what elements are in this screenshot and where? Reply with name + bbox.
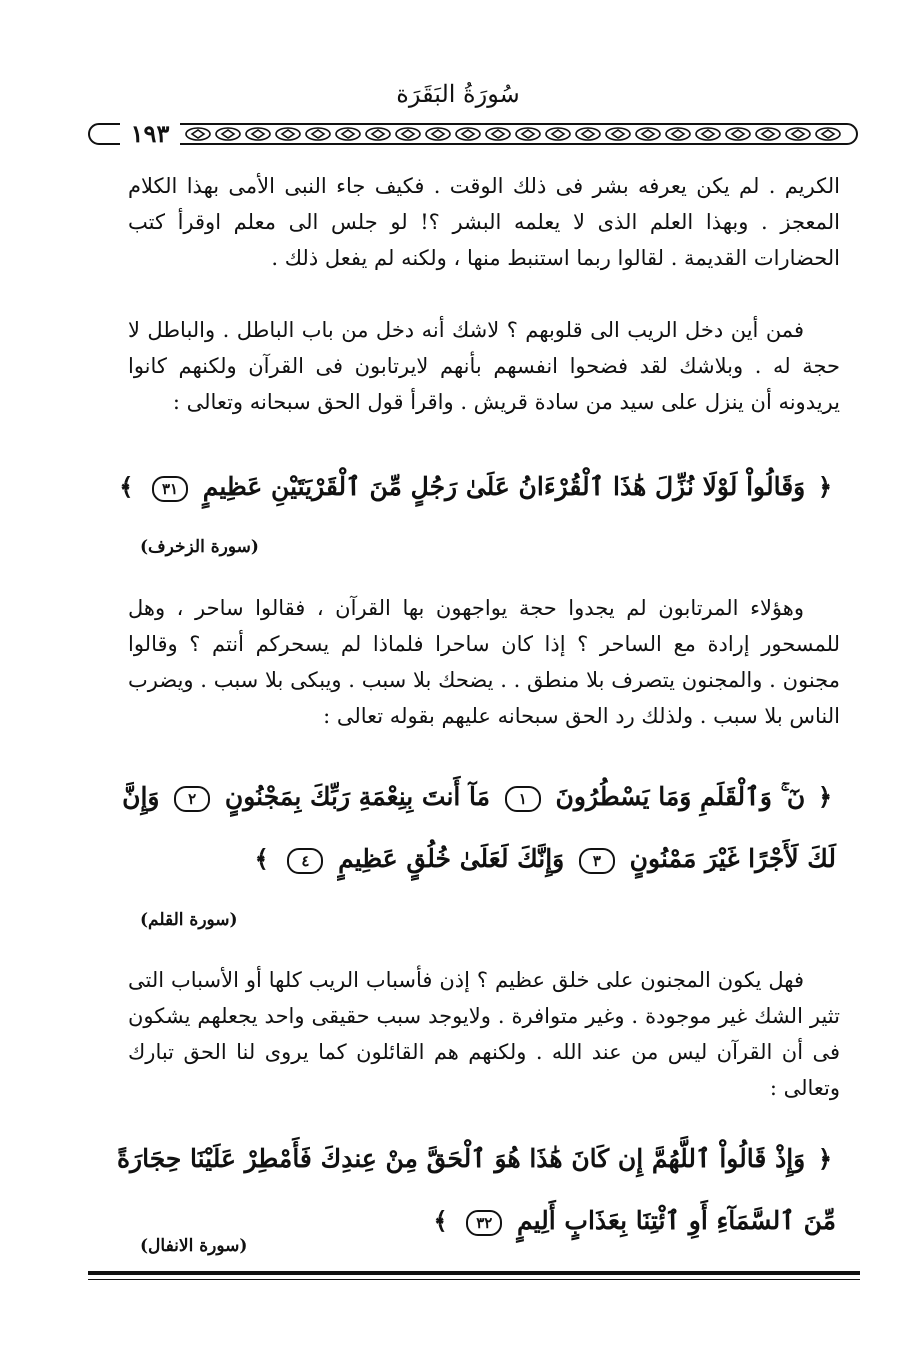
header-chain-diamond: [282, 130, 294, 138]
header-chain-diamond: [402, 130, 414, 138]
verse-close-ornament: ﴾: [119, 472, 134, 501]
header-chain-diamond: [792, 130, 804, 138]
page-number: ١٩٣: [120, 120, 180, 148]
header-chain-diamond: [462, 130, 474, 138]
paragraph-2: [128, 312, 840, 420]
quran-verse-zukhruf: [96, 456, 836, 518]
header-chain-diamond: [672, 130, 684, 138]
paragraph-1: [128, 168, 840, 276]
verse-text: نٓ ۚ وَٱلْقَلَمِ وَمَا يَسْطُرُونَ: [555, 782, 806, 811]
verse-text: وَقَالُواْ لَوْلَا نُزِّلَ هَٰذَا ٱلْقُرْءَانُ عَلَىٰ رَجُلٍ مِّنَ ٱلْقَرْيَتَيْنِ عَظِيمٍ: [202, 472, 806, 501]
quran-verse-anfal: [96, 1128, 836, 1252]
verse-open-ornament: ﴿: [817, 472, 832, 501]
paragraph-4: [128, 962, 840, 1106]
header-chain-diamond: [642, 130, 654, 138]
verse-close-ornament: ﴾: [254, 844, 269, 873]
surah-title: سُورَةُ البَقَرَة: [396, 80, 520, 108]
ayah-number: ٣٢: [466, 1210, 502, 1236]
header-chain-diamond: [252, 130, 264, 138]
verse-text: وَإِنَّ لَكَ لَأَجْرًا غَيْرَ مَمْنُونٍ: [122, 782, 836, 873]
paragraph-text: الكريم . لم يكن يعرفه بشر فى ذلك الوقت . فكيف جاء النبى الأمى بهذا الكلام المعجز . وبهذا العلم الذى لا يعلمه البشر ؟! لو جلس الى معلم اوقرأ كتب الحضارات القديمة . لقالوا ربما استنبط منها ، ولكنه لم يفعل ذلك .: [128, 174, 840, 270]
header-chain-diamond: [612, 130, 624, 138]
ayah-number: ١: [505, 786, 541, 812]
ayah-number: ٢: [174, 786, 210, 812]
header-chain-diamond: [432, 130, 444, 138]
paragraph-3: [128, 590, 840, 734]
paragraph-text: فمن أين دخل الريب الى قلوبهم ؟ لاشك أنه دخل من باب الباطل . والباطل لا حجة له . وبلاشك لقد فضحوا انفسهم بأنهم لايرتابون فى القرآن ولكنهم كانوا يريدونه أن ينزل على سيد من سادة قريش . واقرأ قول الحق سبحانه وتعالى :: [128, 318, 840, 414]
verse-text: مَآ أَنتَ بِنِعْمَةِ رَبِّكَ بِمَجْنُونٍ: [224, 782, 491, 811]
header-chain-diamond: [702, 130, 714, 138]
header-chain-diamond: [552, 130, 564, 138]
header-chain-diamond: [342, 130, 354, 138]
verse-text: وَإِذْ قَالُواْ ٱللَّهُمَّ إِن كَانَ هَٰذَا هُوَ ٱلْحَقَّ مِنْ عِندِكَ فَأَمْطِرْ عَلَيْنَا حِجَارَةً مِّنَ ٱلسَّمَآءِ أَوِ ٱئْتِنَا بِعَذَابٍ أَلِيمٍ: [116, 1144, 836, 1235]
footer-rule-thick: [88, 1271, 860, 1275]
verse-source: (سورة القلم): [140, 910, 238, 930]
verse-source: (سورة الانفال): [140, 1236, 248, 1256]
ayah-number: ٣١: [152, 476, 188, 502]
ayah-number: ٤: [287, 848, 323, 874]
verse-text: وَإِنَّكَ لَعَلَىٰ خُلُقٍ عَظِيمٍ: [338, 844, 565, 873]
header-chain-diamond: [822, 130, 834, 138]
header-chain-diamond: [312, 130, 324, 138]
ornamental-header-band: [88, 118, 858, 150]
verse-open-ornament: ﴿: [817, 782, 832, 811]
header-chain-diamond: [192, 130, 204, 138]
header-chain-diamond: [762, 130, 774, 138]
header-chain-diamond: [372, 130, 384, 138]
verse-close-ornament: ﴾: [433, 1206, 448, 1235]
paragraph-text: فهل يكون المجنون على خلق عظيم ؟ إذن فأسباب الريب كلها أو الأسباب التى تثير الشك غير موجودة . وغير متوافرة . ولايوجد سبب حقيقى واحد يجعلهم يشكون فى أن القرآن ليس من عند الله . ولكنهم هم القائلون كما يروى لنا الحق تبارك وتعالى :: [128, 968, 840, 1100]
paragraph-text: وهؤلاء المرتابون لم يجدوا حجة يواجهون بها القرآن ، فقالوا ساحر ، وهل للمسحور إرادة مع الساحر ؟ إذا كان ساحرا فلماذا لم يسحركم أنتم ؟ وقالوا مجنون . والمجنون يتصرف بلا منطق . . يضحك بلا سبب . ويبكى بلا سبب . ويضرب الناس بلا سبب . ولذلك رد الحق سبحانه عليهم بقوله تعالى :: [128, 596, 840, 728]
header-chain-diamond: [732, 130, 744, 138]
header-chain-diamond: [582, 130, 594, 138]
quran-verse-qalam: [96, 766, 836, 890]
verse-source: (سورة الزخرف): [140, 537, 259, 557]
header-chain-diamond: [222, 130, 234, 138]
ayah-number: ٣: [579, 848, 615, 874]
footer-rule-thin: [88, 1279, 860, 1280]
header-chain-diamond: [522, 130, 534, 138]
header-chain-diamond: [492, 130, 504, 138]
verse-open-ornament: ﴿: [817, 1144, 832, 1173]
